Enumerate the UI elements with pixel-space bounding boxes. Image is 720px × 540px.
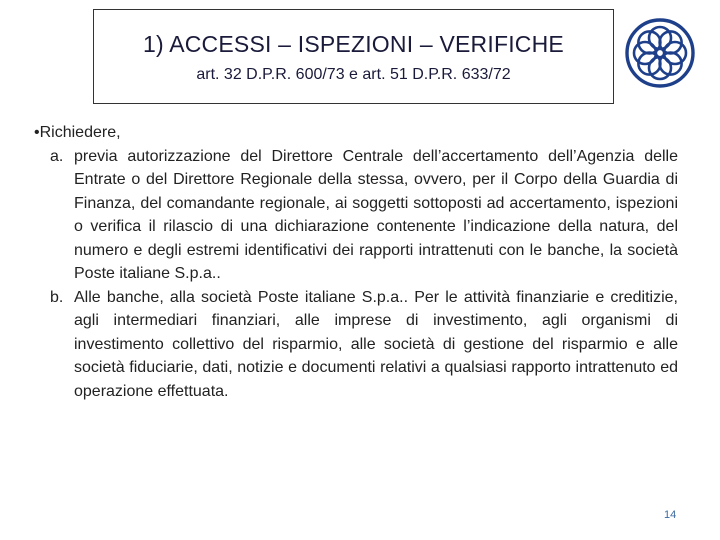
intro-text: •Richiedere, [34, 124, 121, 141]
title-box [93, 9, 614, 104]
logo-outer-ring [627, 20, 693, 86]
page-number: 14 [664, 509, 677, 521]
slide-title: 1) ACCESSI – ISPEZIONI – VERIFICHE [143, 31, 564, 57]
slide-subtitle: art. 32 D.P.R. 600/73 e art. 51 D.P.R. 633/72 [196, 66, 511, 83]
agenzia-entrate-logo-icon [624, 17, 696, 89]
list-item-text: Alle banche, alla società Poste italiane S.p.a.. Per le attività finanziarie e creditizie, agli intermediari finanziari, alle imprese di investimento, agli organismi di investimento collettivo del risparmio, alle società di gestione del risparmio e alle società fiduciarie, dati, notizie e documenti relativi a qualsiasi rapporto intrattenuto ed operazione effettuata. [74, 288, 678, 400]
list-item-a [34, 145, 678, 286]
list-item-text: previa autorizzazione del Direttore Centrale dell’accertamento dell’Agenzia delle Entrate o del Direttore Regionale della stessa, ovvero, per il Corpo della Guardia di Finanza, del comandante regionale, ai soggetti sottoposti ad accertamento, ispezioni o verifica il rilascio di una dichiarazione contenente l’indicazione della natura, del numero e degli estremi identificativi dei rapporti intrattenuti con le banche, la società Poste italiane S.p.a.. [74, 147, 678, 282]
content-body [34, 121, 678, 403]
list-marker: a. [50, 147, 64, 165]
list-item-b [34, 286, 678, 404]
list-marker: b. [50, 288, 64, 306]
